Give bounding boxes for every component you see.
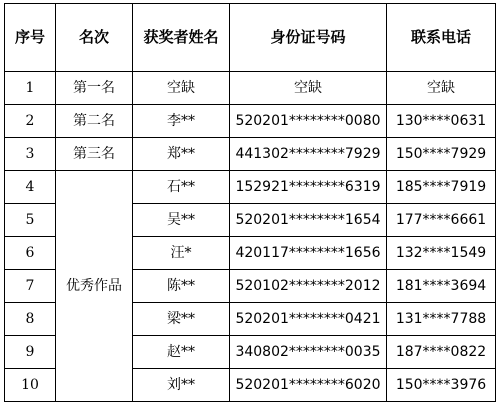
winner-name-cell: 陈** <box>133 270 230 303</box>
winner-name-cell: 赵** <box>133 336 230 369</box>
winner-name-cell: 刘** <box>133 369 230 402</box>
phone-cell: 177****6661 <box>387 204 496 237</box>
row-number: 1 <box>5 72 56 105</box>
phone-cell: 131****7788 <box>387 303 496 336</box>
rank-cell: 第三名 <box>56 138 133 171</box>
winner-name-cell: 梁** <box>133 303 230 336</box>
row-number: 2 <box>5 105 56 138</box>
header-serial-number: 序号 <box>5 4 56 72</box>
phone-cell: 130****0631 <box>387 105 496 138</box>
header-phone: 联系电话 <box>387 4 496 72</box>
row-number: 5 <box>5 204 56 237</box>
row-number: 3 <box>5 138 56 171</box>
id-number-cell: 520201********0421 <box>230 303 387 336</box>
winner-name-cell: 李** <box>133 105 230 138</box>
header-winner-name: 获奖者姓名 <box>133 4 230 72</box>
phone-cell: 150****3976 <box>387 369 496 402</box>
row-number: 6 <box>5 237 56 270</box>
id-number-cell: 340802********0035 <box>230 336 387 369</box>
header-id-number: 身份证号码 <box>230 4 387 72</box>
winner-name-cell: 石** <box>133 171 230 204</box>
winner-name-cell: 汪* <box>133 237 230 270</box>
phone-cell: 187****0822 <box>387 336 496 369</box>
row-number: 8 <box>5 303 56 336</box>
table-row <box>5 72 496 105</box>
id-number-cell: 520201********0080 <box>230 105 387 138</box>
phone-cell: 150****7929 <box>387 138 496 171</box>
winner-name-cell: 吴** <box>133 204 230 237</box>
id-number-cell: 520102********2012 <box>230 270 387 303</box>
phone-cell: 181****3694 <box>387 270 496 303</box>
table-row <box>5 138 496 171</box>
id-number-cell: 空缺 <box>230 72 387 105</box>
id-number-cell: 420117********1656 <box>230 237 387 270</box>
phone-cell: 185****7919 <box>387 171 496 204</box>
row-number: 10 <box>5 369 56 402</box>
row-number: 9 <box>5 336 56 369</box>
rank-cell: 第一名 <box>56 72 133 105</box>
winner-name-cell: 空缺 <box>133 72 230 105</box>
phone-cell: 132****1549 <box>387 237 496 270</box>
winner-name-cell: 郑** <box>133 138 230 171</box>
table-row <box>5 171 496 204</box>
id-number-cell: 520201********1654 <box>230 204 387 237</box>
header-rank: 名次 <box>56 4 133 72</box>
rank-cell: 第二名 <box>56 105 133 138</box>
row-number: 4 <box>5 171 56 204</box>
phone-cell: 空缺 <box>387 72 496 105</box>
table-row <box>5 105 496 138</box>
rank-cell-merged: 优秀作品 <box>56 171 133 402</box>
id-number-cell: 152921********6319 <box>230 171 387 204</box>
award-winners-table <box>4 3 496 402</box>
row-number: 7 <box>5 270 56 303</box>
table-header-row <box>5 4 496 72</box>
id-number-cell: 441302********7929 <box>230 138 387 171</box>
id-number-cell: 520201********6020 <box>230 369 387 402</box>
